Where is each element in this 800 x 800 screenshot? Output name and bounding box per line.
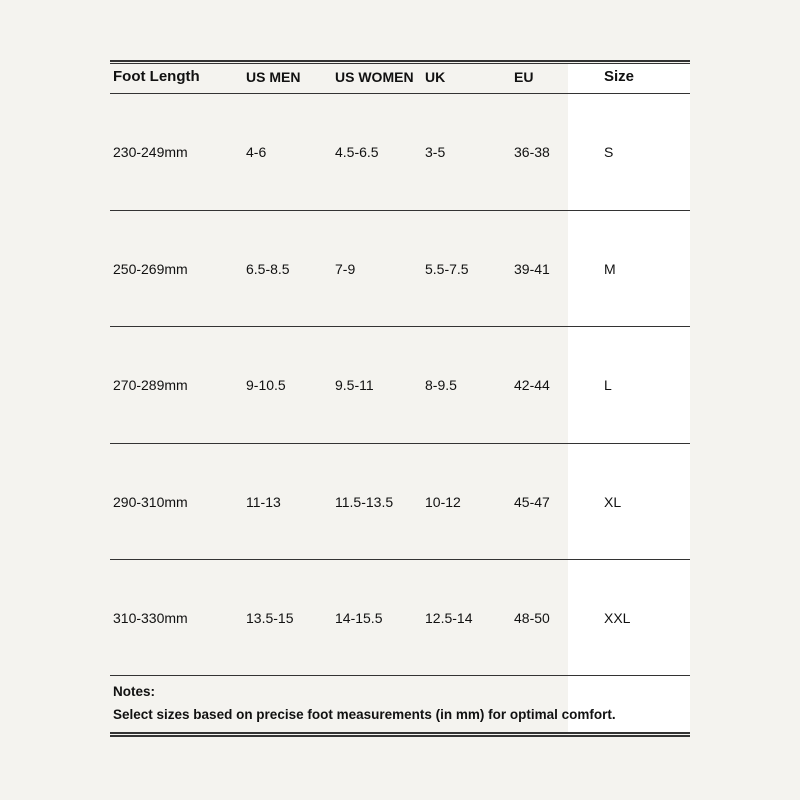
cell-us-women: 9.5-11 xyxy=(335,377,374,393)
cell-eu: 39-41 xyxy=(514,260,550,277)
cell-foot-length: 310-330mm xyxy=(113,610,188,626)
cell-us-women: 7-9 xyxy=(335,260,356,277)
cell-eu: 36-38 xyxy=(514,144,550,160)
header-uk: UK xyxy=(425,69,446,85)
cell-foot-length: 290-310mm xyxy=(113,493,188,510)
cell-size: XXL xyxy=(604,610,631,626)
cell-us-men: 13.5-15 xyxy=(246,610,294,626)
notes-title: Notes: xyxy=(113,684,156,699)
bottom-rule-inner xyxy=(110,735,690,737)
cell-us-men: 11-13 xyxy=(246,493,281,510)
cell-size: M xyxy=(604,260,616,277)
cell-us-men: 9-10.5 xyxy=(246,377,286,393)
cell-eu: 42-44 xyxy=(514,377,550,393)
notes-text: Select sizes based on precise foot measurements (in mm) for optimal comfort. xyxy=(113,707,616,722)
row-divider xyxy=(110,210,690,211)
cell-size: S xyxy=(604,144,614,160)
cell-us-women: 4.5-6.5 xyxy=(335,144,379,160)
size-column-highlight xyxy=(568,63,690,733)
header-us-men: US MEN xyxy=(246,69,301,85)
cell-size: XL xyxy=(604,493,622,510)
cell-uk: 5.5-7.5 xyxy=(425,260,469,277)
header-eu: EU xyxy=(514,69,534,85)
header-us-women: US WOMEN xyxy=(335,69,414,85)
cell-foot-length: 270-289mm xyxy=(113,377,188,393)
row-divider xyxy=(110,559,690,560)
row-divider xyxy=(110,443,690,444)
cell-foot-length: 250-269mm xyxy=(113,260,188,277)
header-size: Size xyxy=(604,68,635,85)
row-divider xyxy=(110,326,690,327)
cell-us-men: 4-6 xyxy=(246,144,267,160)
cell-size: L xyxy=(604,377,612,393)
top-rule-inner xyxy=(110,63,690,64)
cell-eu: 48-50 xyxy=(514,610,550,626)
header-divider xyxy=(110,93,690,94)
cell-eu: 45-47 xyxy=(514,493,550,510)
top-rule xyxy=(110,60,690,62)
bottom-rule xyxy=(110,732,690,734)
header-foot-length: Foot Length xyxy=(113,68,200,85)
cell-uk: 10-12 xyxy=(425,493,461,510)
cell-uk: 12.5-14 xyxy=(425,610,473,626)
cell-foot-length: 230-249mm xyxy=(113,144,188,160)
cell-us-men: 6.5-8.5 xyxy=(246,260,290,277)
cell-us-women: 14-15.5 xyxy=(335,610,383,626)
cell-uk: 8-9.5 xyxy=(425,377,457,393)
cell-uk: 3-5 xyxy=(425,144,446,160)
notes-divider xyxy=(110,675,690,676)
cell-us-women: 11.5-13.5 xyxy=(335,493,394,510)
